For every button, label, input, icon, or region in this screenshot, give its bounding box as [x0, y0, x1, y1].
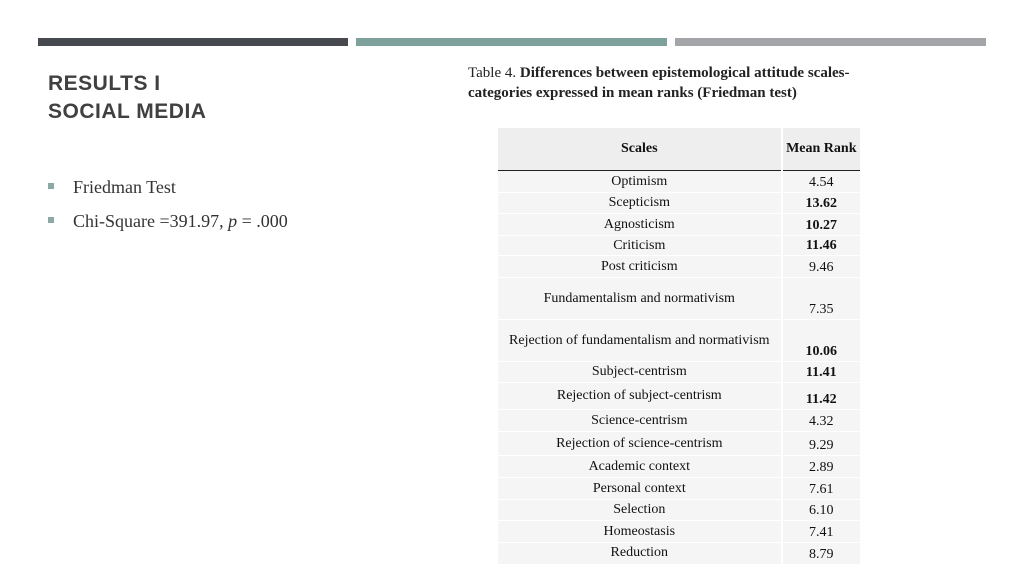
- table-row: [498, 500, 860, 521]
- bullet-text-pre: Chi-Square =391.97,: [73, 211, 229, 231]
- scale-cell: Post criticism: [498, 256, 782, 278]
- mean-rank-cell: 11.42: [782, 383, 860, 410]
- scale-cell: Scepticism: [498, 193, 782, 214]
- table-row: [498, 410, 860, 432]
- bullet-text-post: = .000: [237, 211, 288, 231]
- mean-rank-cell: 6.10: [782, 500, 860, 521]
- bullet-item: [48, 175, 288, 209]
- mean-rank-cell: 7.41: [782, 521, 860, 543]
- mean-rank-cell: 10.27: [782, 214, 860, 236]
- mean-rank-cell: 4.54: [782, 171, 860, 193]
- mean-rank-cell: 2.89: [782, 456, 860, 478]
- table-row: [498, 214, 860, 236]
- table-caption-prefix: Table 4.: [468, 65, 520, 81]
- table-row: [498, 171, 860, 193]
- mean-rank-cell: 7.61: [782, 478, 860, 500]
- table-row: [498, 478, 860, 500]
- mean-rank-cell: 11.41: [782, 362, 860, 383]
- header-scales: Scales: [498, 128, 782, 171]
- table-row: [498, 521, 860, 543]
- table-row: [498, 432, 860, 456]
- mean-rank-cell: 13.62: [782, 193, 860, 214]
- top-bar-gray: [675, 38, 986, 46]
- mean-rank-cell: 9.46: [782, 256, 860, 278]
- table-row: [498, 456, 860, 478]
- table-caption-title: Differences between epistemological attitude scales-categories expressed in mean ranks (Friedman test): [468, 65, 850, 101]
- scale-cell: Reduction: [498, 543, 782, 564]
- scale-cell: Academic context: [498, 456, 782, 478]
- bullet-square-icon: [48, 183, 54, 189]
- table-row: [498, 320, 860, 362]
- scale-cell: Selection: [498, 500, 782, 521]
- scale-cell: Subject-centrism: [498, 362, 782, 383]
- table-row: [498, 236, 860, 256]
- table-body: [498, 171, 860, 564]
- table-row: [498, 362, 860, 383]
- scale-cell: Criticism: [498, 236, 782, 256]
- mean-rank-cell: 8.79: [782, 543, 860, 564]
- table-row: [498, 256, 860, 278]
- slide-title-line2: SOCIAL MEDIA: [48, 100, 207, 123]
- scale-cell: Agnosticism: [498, 214, 782, 236]
- results-table: [498, 128, 860, 564]
- scale-cell: Science-centrism: [498, 410, 782, 432]
- mean-rank-cell: 7.35: [782, 278, 860, 320]
- scale-cell: Personal context: [498, 478, 782, 500]
- scale-cell: Rejection of subject-centrism: [498, 383, 782, 410]
- bullet-square-icon: [48, 217, 54, 223]
- table-row: [498, 193, 860, 214]
- bullet-list: [48, 175, 288, 243]
- bullet-text-italic: p: [228, 211, 238, 231]
- scale-cell: Homeostasis: [498, 521, 782, 543]
- table-header-row: [498, 128, 860, 171]
- slide-title: [48, 70, 206, 126]
- bullet-item: [48, 209, 288, 243]
- mean-rank-cell: 9.29: [782, 432, 860, 456]
- scale-cell: Rejection of fundamentalism and normativism: [498, 320, 782, 362]
- scale-cell: Optimism: [498, 171, 782, 193]
- mean-rank-cell: 10.06: [782, 320, 860, 362]
- header-mean-rank: Mean Rank: [782, 128, 860, 171]
- table-caption: [468, 63, 898, 103]
- table-row: [498, 383, 860, 410]
- scale-cell: Fundamentalism and normativism: [498, 278, 782, 320]
- slide-title-line1: RESULTS I: [48, 72, 161, 95]
- table-row: [498, 543, 860, 564]
- mean-rank-cell: 4.32: [782, 410, 860, 432]
- scale-cell: Rejection of science-centrism: [498, 432, 782, 456]
- bullet-text: Friedman Test: [73, 177, 176, 197]
- top-bar-dark: [38, 38, 348, 46]
- top-bar-teal: [356, 38, 667, 46]
- mean-rank-cell: 11.46: [782, 236, 860, 256]
- table-row: [498, 278, 860, 320]
